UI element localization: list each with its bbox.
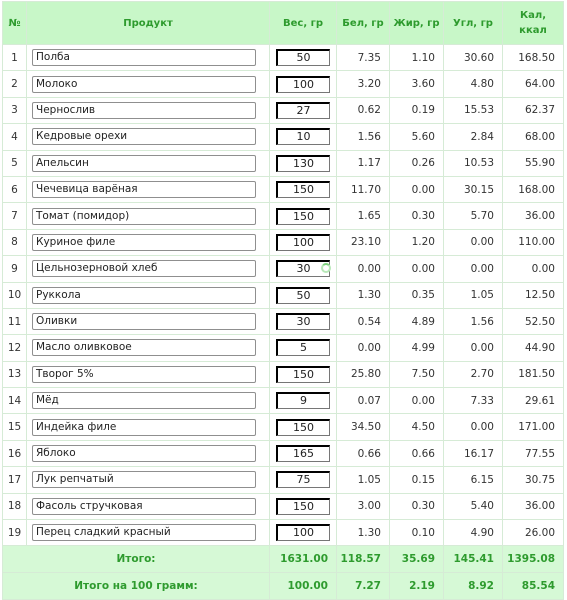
table-body <box>3 45 564 546</box>
carb-cell: 6.15 <box>444 467 503 493</box>
totals-label: Итого на 100 грамм: <box>3 573 270 600</box>
carb-cell: 4.80 <box>444 71 503 97</box>
fat-cell: 0.00 <box>390 388 444 414</box>
total-calories: 85.54 <box>503 573 564 600</box>
protein-cell: 34.50 <box>337 414 390 440</box>
fat-cell: 0.10 <box>390 520 444 546</box>
table-row <box>3 71 564 97</box>
protein-cell: 1.30 <box>337 282 390 308</box>
product-name-input[interactable]: Перец сладкий красный <box>32 524 256 541</box>
total-protein: 7.27 <box>337 573 390 600</box>
table-totals <box>3 546 564 600</box>
carb-cell: 7.33 <box>444 388 503 414</box>
weight-value: 27 <box>296 103 311 117</box>
nutrition-table <box>2 1 564 600</box>
carb-cell: 0.00 <box>444 256 503 282</box>
fat-cell: 0.00 <box>390 176 444 202</box>
weight-value: 5 <box>300 341 307 355</box>
calories-cell: 55.90 <box>503 150 564 176</box>
fat-cell: 7.50 <box>390 361 444 387</box>
header-num: № <box>3 2 27 45</box>
total-weight: 1631.00 <box>270 546 337 573</box>
header-carb: Угл, гр <box>444 2 503 45</box>
carb-cell: 4.90 <box>444 520 503 546</box>
loading-spinner-icon <box>321 263 331 273</box>
total-fat: 35.69 <box>390 546 444 573</box>
protein-cell: 1.56 <box>337 124 390 150</box>
row-number: 16 <box>3 440 27 466</box>
table-row <box>3 282 564 308</box>
weight-value: 150 <box>293 420 314 434</box>
weight-input[interactable] <box>276 287 330 304</box>
header-calories-line2: ккал <box>519 25 547 36</box>
carb-cell: 5.40 <box>444 493 503 519</box>
row-number: 13 <box>3 361 27 387</box>
table-row <box>3 176 564 202</box>
weight-input[interactable] <box>276 419 330 436</box>
fat-cell: 0.26 <box>390 150 444 176</box>
protein-cell: 3.00 <box>337 493 390 519</box>
fat-cell: 0.30 <box>390 203 444 229</box>
protein-cell: 7.35 <box>337 45 390 71</box>
weight-value: 50 <box>296 288 311 302</box>
weight-input[interactable] <box>276 392 330 409</box>
fat-cell: 4.99 <box>390 335 444 361</box>
weight-value: 130 <box>293 156 314 170</box>
table-row <box>3 520 564 546</box>
row-number: 19 <box>3 520 27 546</box>
calories-cell: 77.55 <box>503 440 564 466</box>
table-row <box>3 388 564 414</box>
weight-input[interactable] <box>276 260 330 277</box>
row-number: 11 <box>3 308 27 334</box>
weight-value: 165 <box>293 447 314 461</box>
header-protein: Бел, гр <box>337 2 390 45</box>
protein-cell: 1.30 <box>337 520 390 546</box>
carb-cell: 16.17 <box>444 440 503 466</box>
product-name-input[interactable]: Творог 5% <box>32 366 256 383</box>
weight-value: 100 <box>293 77 314 91</box>
carb-cell: 1.56 <box>444 308 503 334</box>
weight-input[interactable] <box>276 313 330 330</box>
carb-cell: 30.15 <box>444 176 503 202</box>
product-name-input[interactable]: Лук репчатый <box>32 471 256 488</box>
totals-row <box>3 573 564 600</box>
protein-cell: 0.00 <box>337 256 390 282</box>
calories-cell: 12.50 <box>503 282 564 308</box>
calories-cell: 29.61 <box>503 388 564 414</box>
protein-cell: 25.80 <box>337 361 390 387</box>
row-number: 8 <box>3 229 27 255</box>
weight-input[interactable] <box>276 498 330 515</box>
product-name-input[interactable]: Руккола <box>32 287 256 304</box>
total-protein: 118.57 <box>337 546 390 573</box>
row-number: 9 <box>3 256 27 282</box>
weight-input[interactable] <box>276 445 330 462</box>
row-number: 18 <box>3 493 27 519</box>
calories-cell: 181.50 <box>503 361 564 387</box>
header-calories <box>503 2 564 45</box>
header-weight: Вес, гр <box>270 2 337 45</box>
protein-cell: 0.00 <box>337 335 390 361</box>
calories-cell: 36.00 <box>503 493 564 519</box>
product-name-input[interactable]: Индейка филе <box>32 419 256 436</box>
protein-cell: 0.66 <box>337 440 390 466</box>
carb-cell: 10.53 <box>444 150 503 176</box>
product-name-input[interactable]: Томат (помидор) <box>32 208 256 225</box>
calories-cell: 26.00 <box>503 520 564 546</box>
protein-cell: 23.10 <box>337 229 390 255</box>
total-fat: 2.19 <box>390 573 444 600</box>
product-name-input[interactable]: Цельнозерновой хлеб <box>32 260 256 277</box>
product-name-input[interactable]: Апельсин <box>32 155 256 172</box>
protein-cell: 1.65 <box>337 203 390 229</box>
calories-cell: 52.50 <box>503 308 564 334</box>
product-name-input[interactable]: Молоко <box>32 76 256 93</box>
product-name-input[interactable]: Чернослив <box>32 102 256 119</box>
carb-cell: 30.60 <box>444 45 503 71</box>
calories-cell: 64.00 <box>503 71 564 97</box>
fat-cell: 0.19 <box>390 97 444 123</box>
fat-cell: 0.00 <box>390 256 444 282</box>
weight-input[interactable] <box>276 102 330 119</box>
calories-cell: 171.00 <box>503 414 564 440</box>
row-number: 3 <box>3 97 27 123</box>
protein-cell: 1.17 <box>337 150 390 176</box>
weight-input[interactable] <box>276 128 330 145</box>
table-row <box>3 150 564 176</box>
row-number: 7 <box>3 203 27 229</box>
weight-value: 9 <box>300 394 307 408</box>
calories-cell: 168.00 <box>503 176 564 202</box>
weight-input[interactable] <box>276 49 330 66</box>
table-row <box>3 361 564 387</box>
header-row <box>3 2 564 45</box>
row-number: 4 <box>3 124 27 150</box>
table-row <box>3 467 564 493</box>
weight-input[interactable] <box>276 366 330 383</box>
calories-cell: 62.37 <box>503 97 564 123</box>
carb-cell: 0.00 <box>444 229 503 255</box>
table-row <box>3 256 564 282</box>
table-row <box>3 335 564 361</box>
header-fat: Жир, гр <box>390 2 444 45</box>
table-row <box>3 493 564 519</box>
product-name-input[interactable]: Яблоко <box>32 445 256 462</box>
fat-cell: 4.50 <box>390 414 444 440</box>
weight-value: 150 <box>293 499 314 513</box>
product-name-input[interactable]: Кедровые орехи <box>32 128 256 145</box>
weight-value: 30 <box>296 315 311 329</box>
calories-cell: 110.00 <box>503 229 564 255</box>
total-carb: 8.92 <box>444 573 503 600</box>
product-name-input[interactable]: Масло оливковое <box>32 339 256 356</box>
calories-cell: 30.75 <box>503 467 564 493</box>
protein-cell: 3.20 <box>337 71 390 97</box>
table-row <box>3 124 564 150</box>
row-number: 10 <box>3 282 27 308</box>
protein-cell: 0.07 <box>337 388 390 414</box>
product-name-input[interactable]: Оливки <box>32 313 256 330</box>
product-name-input[interactable]: Чечевица варёная <box>32 181 256 198</box>
fat-cell: 5.60 <box>390 124 444 150</box>
product-name-input[interactable]: Полба <box>32 49 256 66</box>
fat-cell: 1.10 <box>390 45 444 71</box>
total-calories: 1395.08 <box>503 546 564 573</box>
row-number: 14 <box>3 388 27 414</box>
header-product: Продукт <box>27 2 270 45</box>
weight-value: 150 <box>293 183 314 197</box>
weight-value: 100 <box>293 235 314 249</box>
carb-cell: 0.00 <box>444 335 503 361</box>
carb-cell: 1.05 <box>444 282 503 308</box>
row-number: 15 <box>3 414 27 440</box>
table-row <box>3 440 564 466</box>
totals-row <box>3 546 564 573</box>
weight-input[interactable] <box>276 471 330 488</box>
table-row <box>3 229 564 255</box>
weight-value: 30 <box>296 262 311 276</box>
row-number: 1 <box>3 45 27 71</box>
protein-cell: 1.05 <box>337 467 390 493</box>
carb-cell: 15.53 <box>444 97 503 123</box>
fat-cell: 0.30 <box>390 493 444 519</box>
weight-input[interactable] <box>276 339 330 356</box>
fat-cell: 0.66 <box>390 440 444 466</box>
row-number: 6 <box>3 176 27 202</box>
carb-cell: 2.84 <box>444 124 503 150</box>
weight-input[interactable] <box>276 181 330 198</box>
row-number: 2 <box>3 71 27 97</box>
product-name-input[interactable]: Фасоль стручковая <box>32 498 256 515</box>
table-row <box>3 97 564 123</box>
total-carb: 145.41 <box>444 546 503 573</box>
table-row <box>3 203 564 229</box>
carb-cell: 5.70 <box>444 203 503 229</box>
row-number: 12 <box>3 335 27 361</box>
weight-input[interactable] <box>276 234 330 251</box>
calories-cell: 0.00 <box>503 256 564 282</box>
protein-cell: 11.70 <box>337 176 390 202</box>
calories-cell: 68.00 <box>503 124 564 150</box>
fat-cell: 4.89 <box>390 308 444 334</box>
weight-value: 10 <box>296 130 311 144</box>
protein-cell: 0.62 <box>337 97 390 123</box>
weight-value: 100 <box>293 526 314 540</box>
fat-cell: 0.35 <box>390 282 444 308</box>
table-row <box>3 414 564 440</box>
table-row <box>3 45 564 71</box>
calories-cell: 36.00 <box>503 203 564 229</box>
weight-input[interactable] <box>276 208 330 225</box>
nutrition-table-container <box>2 1 564 600</box>
table-row <box>3 308 564 334</box>
header-calories-line1: Кал, <box>519 10 547 21</box>
weight-input[interactable] <box>276 524 330 541</box>
fat-cell: 3.60 <box>390 71 444 97</box>
row-number: 17 <box>3 467 27 493</box>
weight-value: 50 <box>296 51 311 65</box>
weight-input[interactable] <box>276 155 330 172</box>
total-weight: 100.00 <box>270 573 337 600</box>
calories-cell: 44.90 <box>503 335 564 361</box>
carb-cell: 0.00 <box>444 414 503 440</box>
weight-input[interactable] <box>276 76 330 93</box>
weight-value: 150 <box>293 367 314 381</box>
fat-cell: 1.20 <box>390 229 444 255</box>
calories-cell: 168.50 <box>503 45 564 71</box>
fat-cell: 0.15 <box>390 467 444 493</box>
protein-cell: 0.54 <box>337 308 390 334</box>
carb-cell: 2.70 <box>444 361 503 387</box>
weight-value: 150 <box>293 209 314 223</box>
product-name-input[interactable]: Мёд <box>32 392 256 409</box>
totals-label: Итого: <box>3 546 270 573</box>
row-number: 5 <box>3 150 27 176</box>
weight-value: 75 <box>296 473 311 487</box>
product-name-input[interactable]: Куриное филе <box>32 234 256 251</box>
